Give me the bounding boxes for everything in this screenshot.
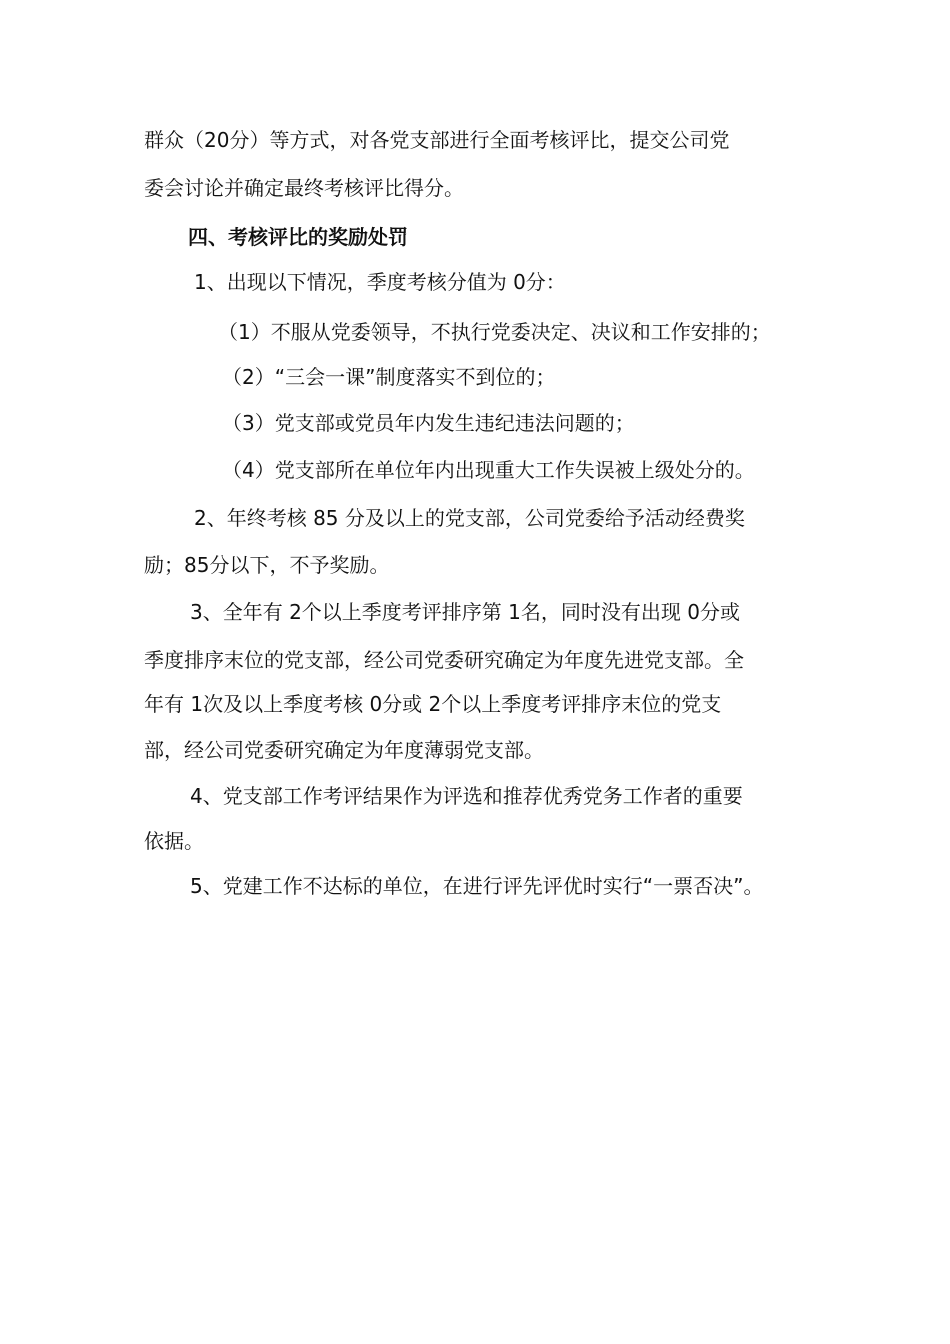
- section-heading: 四、考核评比的奖励处罚: [188, 225, 408, 249]
- list-item-1: 1、出现以下情况，季度考核分值为 0分：: [194, 270, 566, 294]
- list-item-3-cont-1: 季度排序末位的党支部，经公司党委研究确定为年度先进党支部。全: [144, 648, 744, 672]
- sub-item-1: （1）不服从党委领导，不执行党委决定、决议和工作安排的；: [218, 320, 771, 344]
- list-item-2-cont: 励；85分以下，不予奖励。: [144, 553, 390, 577]
- list-item-3-cont-2: 年有 1次及以上季度考核 0分或 2个以上季度考评排序末位的党支: [144, 692, 722, 716]
- list-item-4-cont: 依据。: [144, 829, 204, 853]
- list-item-4: 4、党支部工作考评结果作为评选和推荐优秀党务工作者的重要: [190, 784, 743, 808]
- sub-item-4: （4）党支部所在单位年内出现重大工作失误被上级处分的。: [222, 458, 755, 482]
- paragraph-line-1: 群众（20分）等方式，对各党支部进行全面考核评比，提交公司党: [144, 128, 730, 152]
- list-item-5: 5、党建工作不达标的单位，在进行评先评优时实行“一票否决”。: [190, 874, 764, 898]
- paragraph-line-2: 委会讨论并确定最终考核评比得分。: [144, 176, 464, 200]
- list-item-3: 3、全年有 2个以上季度考评排序第 1名，同时没有出现 0分或: [190, 600, 740, 624]
- sub-item-3: （3）党支部或党员年内发生违纪违法问题的；: [222, 411, 635, 435]
- list-item-2: 2、年终考核 85 分及以上的党支部，公司党委给予活动经费奖: [194, 506, 745, 530]
- sub-item-2: （2）“三会一课”制度落实不到位的；: [222, 365, 556, 389]
- list-item-3-cont-3: 部，经公司党委研究确定为年度薄弱党支部。: [144, 738, 544, 762]
